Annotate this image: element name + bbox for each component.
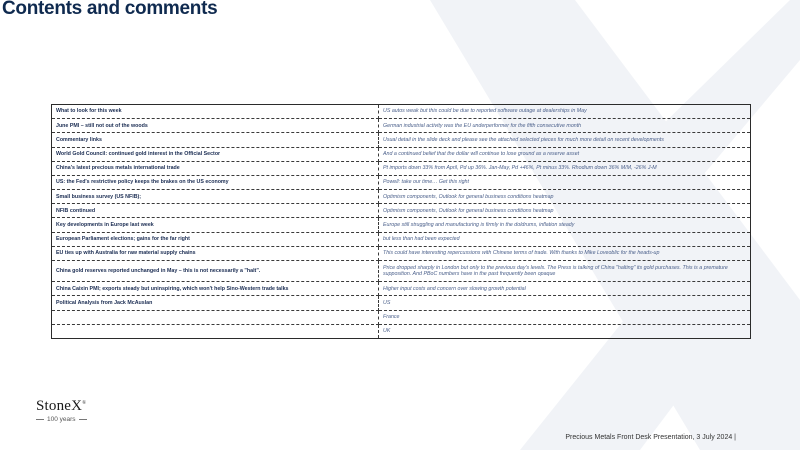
comment-cell: Powell: take our time… Get this right <box>379 175 751 189</box>
table-row <box>52 204 751 218</box>
table-row <box>52 218 751 232</box>
table-row <box>52 105 751 119</box>
table-row <box>52 310 751 324</box>
topic-cell: European Parliament elections; gains for the far right <box>52 232 379 246</box>
contents-table <box>51 104 751 339</box>
table-row <box>52 296 751 310</box>
table-row <box>52 133 751 147</box>
topic-cell: China gold reserves reported unchanged in May – this is not necessarily a "halt". <box>52 260 379 281</box>
table-row <box>52 232 751 246</box>
comment-cell: Optimism components, Outlook for general business conditions heatmap <box>379 204 751 218</box>
logo-tagline-row <box>36 416 87 423</box>
topic-cell: Key developments in Europe last week <box>52 218 379 232</box>
topic-cell: NFIB continued <box>52 204 379 218</box>
comment-cell: US autos weak but this could be due to reported software outage at dealerships in May <box>379 105 751 119</box>
topic-cell: What to look for this week <box>52 105 379 119</box>
page-title: Contents and comments <box>2 0 218 19</box>
comment-cell: And a continued belief that the dollar will continue to lose ground as a reserve asset <box>379 147 751 161</box>
tagline-dash-right <box>79 419 87 420</box>
topic-cell: Commentary links <box>52 133 379 147</box>
comment-cell: This could have interesting repercussions with Chinese terms of trade. With thanks to Mike Loveoblic for the heads-up <box>379 246 751 260</box>
comment-cell: Price dropped sharply in London but only to the previous day's levels. The Press is talking of China "halting" its gold purchases. This is a premature supposition. And PBoC numbers have in the past frequently been opaque <box>379 260 751 281</box>
logo-mark: ® <box>82 401 87 406</box>
comment-cell: German industrial activity was the EU underperformer for the fifth consecutive month <box>379 119 751 133</box>
topic-cell <box>52 310 379 324</box>
topic-cell: China Caixin PMI; exports steady but uninspiring, which won't help Sino-Western trade talks <box>52 282 379 296</box>
topic-cell: World Gold Council: continued gold interest in the Official Sector <box>52 147 379 161</box>
comment-cell: but less than had been expected <box>379 232 751 246</box>
topic-cell: June PMI – still not out of the woods <box>52 119 379 133</box>
comment-cell: Optimism components, Outlook for general business conditions heatmap <box>379 190 751 204</box>
comment-cell: Higher input costs and concern over slowing growth potential <box>379 282 751 296</box>
logo-wordmark <box>36 398 87 415</box>
table-row <box>52 260 751 281</box>
contents-table-body <box>52 105 751 339</box>
topic-cell: Political Analysis from Jack McAuslan <box>52 296 379 310</box>
logo-name: StoneX <box>36 398 83 414</box>
table-row <box>52 175 751 189</box>
table-row <box>52 147 751 161</box>
topic-cell: Small business survey (US NFIB); <box>52 190 379 204</box>
comment-cell: France <box>379 310 751 324</box>
comment-cell: Europe still struggling and manufacturing is firmly in the doldrums, inflation steady <box>379 218 751 232</box>
table-row <box>52 119 751 133</box>
table-row <box>52 282 751 296</box>
topic-cell: US: the Fed's restrictive policy keeps the brakes on the US economy <box>52 175 379 189</box>
table-row <box>52 190 751 204</box>
comment-cell: UK <box>379 324 751 338</box>
topic-cell <box>52 324 379 338</box>
tagline-dash-left <box>36 419 44 420</box>
table-row <box>52 161 751 175</box>
table-row <box>52 246 751 260</box>
comment-cell: Pt imports down 33% from April, Pd up 36%. Jan-May, Pd +46%, Pt minus 33%. Rhodium down 36% M/M, -26% J-M <box>379 161 751 175</box>
topic-cell: EU ties up with Australia for raw material supply chains <box>52 246 379 260</box>
topic-cell: China's latest precious metals international trade <box>52 161 379 175</box>
comment-cell: Usual detail in the slide deck and please see the attached selected pieces for much more detail on recent developments <box>379 133 751 147</box>
table-row <box>52 324 751 338</box>
logo-tagline: 100 years <box>47 416 76 423</box>
stonex-logo <box>36 398 87 423</box>
comment-cell: US <box>379 296 751 310</box>
footer-text: Precious Metals Front Desk Presentation, 3 July 2024 | <box>565 434 736 441</box>
